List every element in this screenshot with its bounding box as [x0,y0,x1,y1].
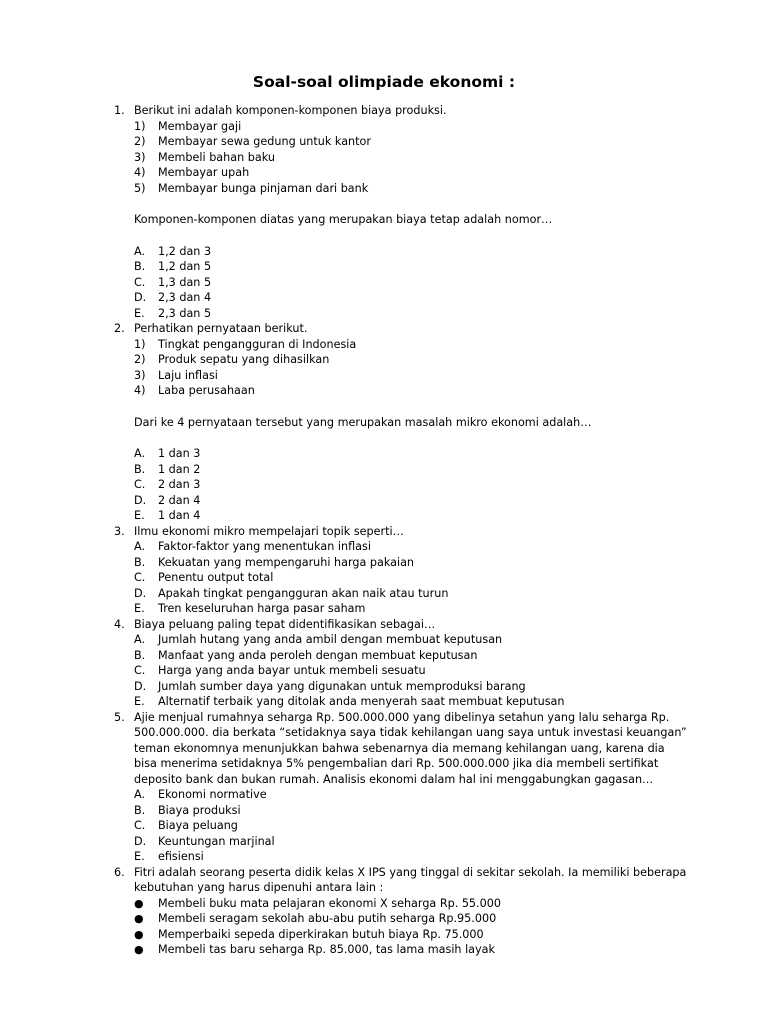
answer-option [0,632,768,648]
question-6-text [0,865,768,896]
answer-option [0,663,768,679]
bullet-text: Membeli buku mata pelajaran ekonomi X seharga Rp. 55.000 [158,896,501,910]
question-number: 1. [114,104,125,117]
option-marker: B. [134,462,146,476]
option-text: 2 dan 4 [158,493,201,507]
page-title: Soal-soal olimpiade ekonomi : [252,73,516,91]
list-item [0,352,768,368]
question-number: 3. [114,524,125,538]
option-text: 1,2 dan 5 [158,260,212,273]
question-1-text [0,103,768,119]
option-text: Kekuatan yang mempengaruhi harga pakaian [158,555,415,569]
item-text: Membeli bahan baku [158,150,275,164]
item-marker: 2) [134,135,146,148]
question-text: Ajie menjual rumahnya seharga Rp. 500.000.000 yang dibelinya setahun yang lalu seharga Rp. 500.000.000. dia berkata “setidaknya saya tidak kehilangan uang saya untuk investasi keuangan” teman ekonomnya menunjukkan bahwa sebenarnya dia memang kehilangan uang, karena dia bisa menerima setidaknya 5% pengembalian dari Rp. 500.000.000 jika dia membeli sertifikat deposito bank dan bukan rumah. Analisis ekonomi dalam hal ini menggabungkan gagasan… [134,710,687,786]
option-text: Apakah tingkat pengangguran akan naik atau turun [158,586,449,600]
bullet-icon: ● [134,927,144,941]
option-text: Ekonomi normative [158,788,267,801]
question-number: 2. [114,322,125,335]
item-text: Tingkat pengangguran di Indonesia [158,337,357,351]
answer-option [0,679,768,695]
option-marker: C. [134,571,146,584]
option-marker: C. [134,478,146,491]
answer-option [0,787,768,803]
answer-option [0,570,768,586]
answer-option [0,477,768,493]
question-text: Perhatikan pernyataan berikut. [134,322,308,335]
option-text: Faktor-faktor yang menentukan inflasi [158,540,371,553]
option-marker: D. [134,291,147,304]
item-text: Membayar upah [158,166,250,179]
answer-option [0,586,768,602]
option-marker: D. [134,493,147,507]
option-text: 2 dan 3 [158,478,201,491]
option-text: 1 dan 3 [158,447,201,460]
option-text: Penentu output total [158,571,274,584]
option-text: Alternatif terbaik yang ditolak anda menyerah saat membuat keputusan [158,695,565,708]
question-2-prompt: Dari ke 4 pernyataan tersebut yang merupakan masalah mikro ekonomi adalah… [134,415,592,429]
question-list [0,103,768,958]
option-text: Jumlah hutang yang anda ambil dengan membuat keputusan [158,633,503,646]
answer-option [0,290,768,306]
item-marker: 1) [134,337,146,351]
option-marker: C. [134,275,146,289]
list-item [0,181,768,197]
answer-option [0,601,768,617]
option-text: 2,3 dan 5 [158,306,212,320]
question-2-text [0,321,768,337]
option-marker: E. [134,602,145,615]
option-marker: E. [134,695,145,708]
question-5-text [0,710,768,788]
option-marker: C. [134,819,146,832]
answer-option [0,849,768,865]
answer-option [0,275,768,291]
question-number: 4. [114,617,125,631]
item-marker: 3) [134,368,146,382]
option-text: 1 dan 2 [158,462,201,476]
bullet-text: Membeli seragam sekolah abu-abu putih seharga Rp.95.000 [158,912,497,925]
list-item [0,150,768,166]
answer-option [0,244,768,260]
option-text: 1,2 dan 3 [158,244,212,258]
question-number: 6. [114,865,125,879]
option-marker: E. [134,306,145,320]
list-item [0,383,768,399]
item-text: Laju inflasi [158,368,218,382]
option-marker: C. [134,664,146,677]
item-marker: 4) [134,384,146,397]
option-marker: D. [134,834,147,848]
option-text: Harga yang anda bayar untuk membeli sesuatu [158,664,426,677]
bullet-item [0,911,768,927]
option-text: 1 dan 4 [158,509,201,522]
list-item [0,165,768,181]
item-text: Laba perusahaan [158,384,255,397]
item-text: Produk sepatu yang dihasilkan [158,353,330,366]
answer-option [0,539,768,555]
item-marker: 5) [134,181,146,195]
bullet-item [0,927,768,943]
option-marker: A. [134,540,146,553]
bullet-icon: ● [134,896,144,910]
bullet-item [0,896,768,912]
bullet-item [0,942,768,958]
option-text: 1,3 dan 5 [158,275,212,289]
option-text: Manfaat yang anda peroleh dengan membuat keputusan [158,648,478,662]
answer-option [0,834,768,850]
list-item [0,368,768,384]
item-marker: 2) [134,353,146,366]
answer-option [0,508,768,524]
answer-option [0,446,768,462]
option-marker: B. [134,555,146,569]
answer-option [0,818,768,834]
question-text: Ilmu ekonomi mikro mempelajari topik seperti… [134,524,404,538]
answer-option [0,462,768,478]
question-text: Berikut ini adalah komponen-komponen biaya produksi. [134,104,447,117]
option-text: Jumlah sumber daya yang digunakan untuk memproduksi barang [158,679,526,693]
item-marker: 4) [134,166,146,179]
bullet-text: Memperbaiki sepeda diperkirakan butuh biaya Rp. 75.000 [158,927,484,941]
answer-option [0,555,768,571]
option-marker: D. [134,586,147,600]
option-marker: B. [134,648,146,662]
option-text: Keuntungan marjinal [158,834,275,848]
bullet-icon: ● [134,943,144,956]
option-text: 2,3 dan 4 [158,291,212,304]
question-text: Fitri adalah seorang peserta didik kelas X IPS yang tinggal di sekitar sekolah. Ia memiliki beberapa kebutuhan yang harus dipenuhi antara lain : [134,865,687,894]
option-text: Biaya peluang [158,819,238,832]
option-text: Tren keseluruhan harga pasar saham [158,602,366,615]
option-marker: A. [134,788,146,801]
option-marker: B. [134,260,146,273]
item-text: Membayar bunga pinjaman dari bank [158,181,369,195]
option-marker: B. [134,803,146,817]
list-item [0,134,768,150]
item-marker: 1) [134,119,146,133]
question-3-text [0,524,768,540]
list-item [0,337,768,353]
question-1-prompt: Komponen-komponen diatas yang merupakan biaya tetap adalah nomor… [134,213,553,226]
option-text: Biaya produksi [158,803,241,817]
option-marker: A. [134,244,146,258]
question-4-text [0,617,768,633]
question-text: Biaya peluang paling tepat didentifikasikan sebagai… [134,617,436,631]
list-item [0,119,768,135]
answer-option [0,306,768,322]
option-marker: E. [134,509,145,522]
item-marker: 3) [134,150,146,164]
answer-option [0,259,768,275]
option-marker: A. [134,447,146,460]
answer-option [0,648,768,664]
item-text: Membayar sewa gedung untuk kantor [158,135,371,148]
answer-option [0,803,768,819]
item-text: Membayar gaji [158,119,242,133]
option-text: efisiensi [158,850,204,863]
answer-option [0,493,768,509]
answer-option [0,694,768,710]
bullet-text: Membeli tas baru seharga Rp. 85.000, tas lama masih layak [158,943,495,956]
option-marker: A. [134,633,146,646]
question-number: 5. [114,710,125,724]
bullet-icon: ● [134,912,144,925]
option-marker: E. [134,850,145,863]
option-marker: D. [134,679,147,693]
